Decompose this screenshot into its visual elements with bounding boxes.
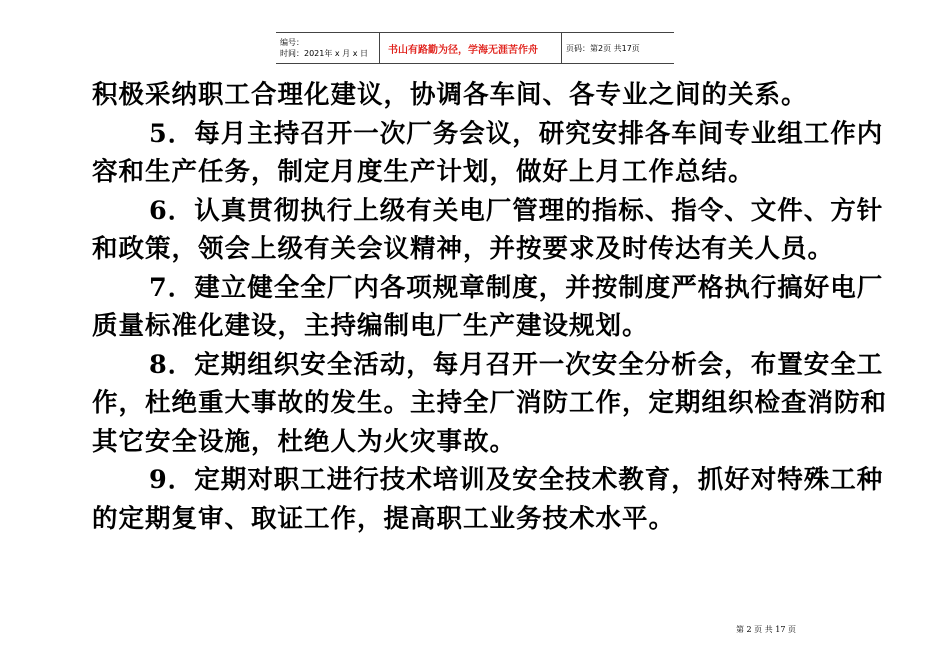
paragraph: 5．每月主持召开一次厂务会议，研究安排各车间专业组工作内容和生产任务，制定月度生产计划，做好上月工作总结。 <box>92 118 884 187</box>
paragraph: 6．认真贯彻执行上级有关电厂管理的指标、指令、文件、方针和政策，领会上级有关会议精神，并按要求及时传达有关人员。 <box>92 195 884 264</box>
paragraph: 8．定期组织安全活动，每月召开一次安全分析会，布置安全工作，杜绝重大事故的发生。主持全厂消防工作，定期组织检查消防和其它安全设施，杜绝人为火灾事故。 <box>92 349 888 457</box>
paragraph: 7．建立健全全厂内各项规章制度，并按制度严格执行搞好电厂质量标准化建设，主持编制电厂生产建设规划。 <box>92 272 884 341</box>
header-page-number: 页码：第2页 共17页 <box>566 43 640 53</box>
paragraph: 9．定期对职工进行技术培训及安全技术教育，抓好对特殊工种的定期复审、取证工作，提高职工业务技术水平。 <box>92 465 884 534</box>
paragraph: 积极采纳职工合理化建议，协调各车间、各专业之间的关系。 <box>92 80 808 110</box>
header-motto-cell <box>380 33 562 63</box>
header-page-cell <box>562 33 674 63</box>
page-header <box>276 32 674 64</box>
document-body <box>92 76 892 538</box>
header-motto: 书山有路勤为径，学海无涯苦作舟 <box>388 44 538 56</box>
doc-time: 时间：2021年 x 月 x 日 <box>280 49 368 58</box>
doc-number: 编号： <box>280 38 304 47</box>
header-meta <box>276 33 380 63</box>
page-footer: 第 2 页 共 17 页 <box>736 625 796 634</box>
